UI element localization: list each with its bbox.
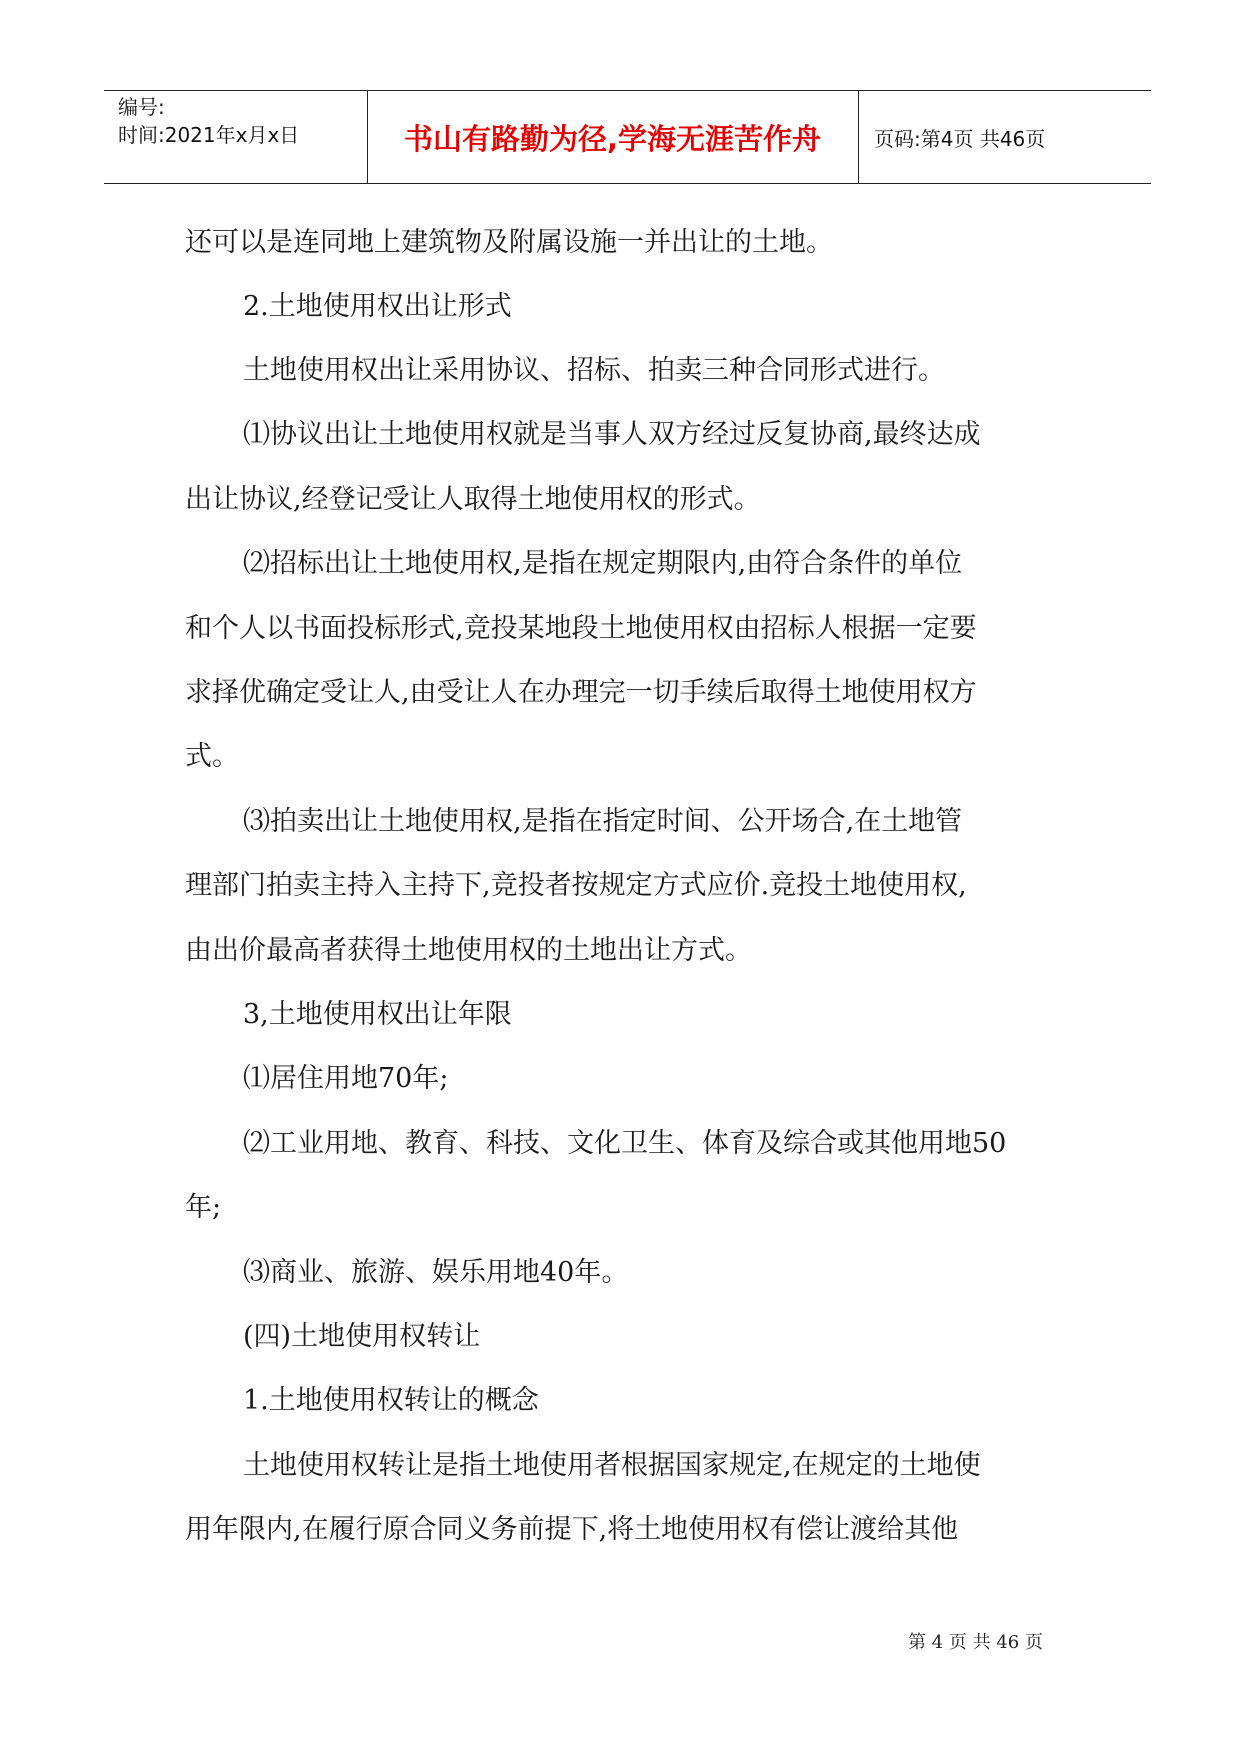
body-line: ⑴协议出让土地使用权就是当事人双方经过反复协商,最终达成 xyxy=(243,419,981,450)
body-line: 用年限内,在履行原合同义务前提下,将土地使用权有偿让渡给其他 xyxy=(185,1514,959,1545)
header-page-label: 页码:第4页 共46页 xyxy=(874,126,1046,151)
body-line: 和个人以书面投标形式,竞投某地段土地使用权由招标人根据一定要 xyxy=(185,613,977,644)
body-line: 式。 xyxy=(185,741,239,772)
section-heading: 1.土地使用权转让的概念 xyxy=(243,1385,539,1416)
body-line: ⑴居住用地70年; xyxy=(243,1063,449,1094)
header-meta xyxy=(118,93,299,149)
section-heading: 3,土地使用权出让年限 xyxy=(243,999,512,1030)
header-motto: 书山有路勤为径,学海无涯苦作舟 xyxy=(403,121,822,156)
body-line: 年; xyxy=(185,1192,222,1223)
body-line: 由出价最高者获得土地使用权的土地出让方式。 xyxy=(185,935,752,966)
body-line: 还可以是连同地上建筑物及附属设施一并出让的土地。 xyxy=(185,227,833,258)
time-label: 时间:2021年x月x日 xyxy=(118,123,300,147)
body-line: ⑵招标出让土地使用权,是指在规定期限内,由符合条件的单位 xyxy=(243,548,963,579)
body-line: ⑶拍卖出让土地使用权,是指在指定时间、公开场合,在土地管 xyxy=(243,806,963,837)
serial-number-label: 编号: xyxy=(118,95,165,119)
section-heading: (四)土地使用权转让 xyxy=(243,1321,481,1352)
footer-page-number: 第 4 页 共 46 页 xyxy=(908,1632,1043,1653)
page-header xyxy=(104,90,1151,184)
body-line: ⑵工业用地、教育、科技、文化卫生、体育及综合或其他用地50 xyxy=(243,1128,1007,1159)
section-heading: 2.土地使用权出让形式 xyxy=(243,291,512,322)
body-line: 土地使用权转让是指土地使用者根据国家规定,在规定的土地使 xyxy=(243,1450,981,1481)
body-line: 理部门拍卖主持入主持下,竞投者按规定方式应价.竞投土地使用权, xyxy=(185,870,967,901)
body-line: 土地使用权出让采用协议、招标、拍卖三种合同形式进行。 xyxy=(243,355,945,386)
body-line: 求择优确定受让人,由受让人在办理完一切手续后取得土地使用权方 xyxy=(185,677,977,708)
header-divider xyxy=(858,91,859,183)
body-line: 出让协议,经登记受让人取得土地使用权的形式。 xyxy=(185,484,761,515)
body-line: ⑶商业、旅游、娱乐用地40年。 xyxy=(243,1257,629,1288)
